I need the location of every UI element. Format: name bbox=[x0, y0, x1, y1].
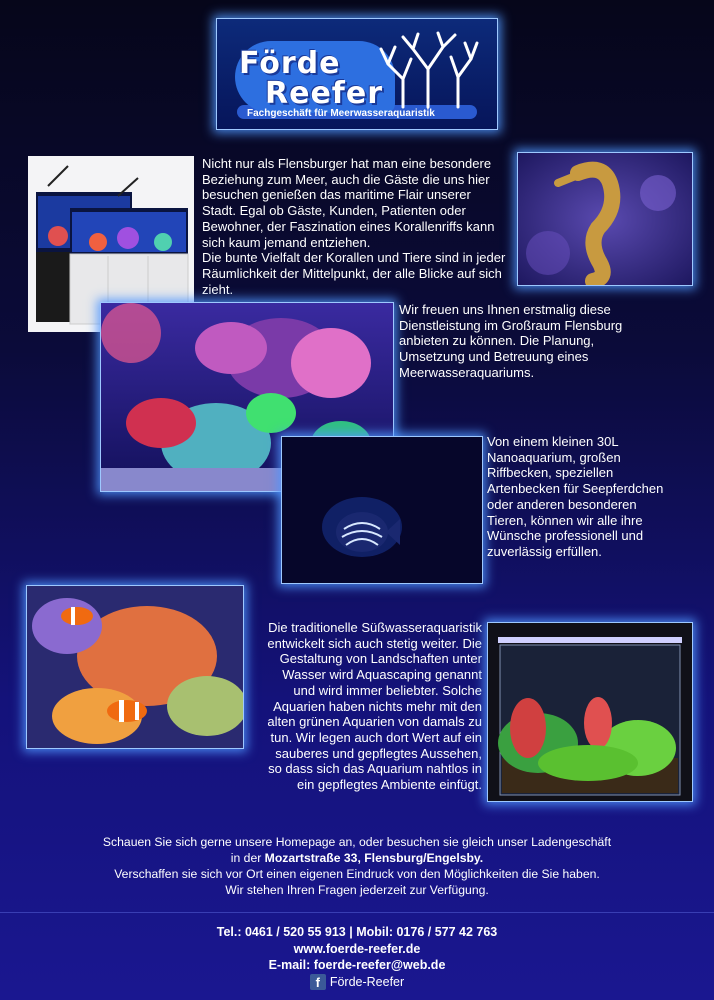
planted-aquarium-image bbox=[487, 622, 693, 802]
coral-icon bbox=[373, 29, 483, 109]
facebook-label: Förde-Reefer bbox=[329, 974, 405, 989]
clownfish-image bbox=[26, 585, 244, 749]
website-link[interactable]: www.foerde-reefer.de bbox=[293, 941, 421, 956]
logo-title bbox=[239, 46, 383, 111]
intro-paragraph bbox=[202, 156, 507, 297]
visit-us-text bbox=[0, 834, 714, 898]
logo-title-line1: Förde bbox=[239, 46, 341, 81]
offer-paragraph: Von einem kleinen 30L Nanoaquarium, großen Riffbecken, speziellen Artenbecken für Seepferdchen oder anderen besonderen Tieren, können wir alle ihre Wünsche professionell und zuverlässig erfüllen. bbox=[487, 434, 664, 559]
intro-paragraph-part1: Nicht nur als Flensburger hat man eine besondere Beziehung zum Meer, auch die Gäste die uns hier besuchen genießen das maritime Flair unserer Stadt. Egal ob Gäste, Kunden, Patienten oder Bewohner, der Faszination eines Korallenriffs kann sich kaum jemand entziehen. bbox=[202, 156, 495, 250]
freshwater-paragraph: Die traditionelle Süßwasseraquaristik entwickelt sich auch stetig weiter. Die Gestaltung von Landschaften unter Wasser wird Aquascaping genannt und wird immer beliebter. Solche Aquarien haben nichts mehr mit den alten grünen Aquarien von damals zu tun. Wir legen auch dort Wert auf ein sauberes und gepflegtes Aussehen, so dass sich das Aquarium nahtlos in ein gepflegtes Ambiente einfügt. bbox=[267, 620, 482, 793]
visit-line4: Wir stehen Ihren Fragen jederzeit zur Verfügung. bbox=[225, 883, 489, 897]
email-link[interactable]: E-mail: foerde-reefer@web.de bbox=[268, 958, 446, 972]
logo-subtitle: Fachgeschäft für Meerwasseraquaristik bbox=[247, 108, 435, 119]
contact-block bbox=[0, 924, 714, 990]
store-address: Mozartstraße 33, Flensburg/Engelsby. bbox=[264, 851, 484, 865]
logo-title-line2: Reefer bbox=[265, 76, 383, 111]
visit-line1: Schauen Sie sich gerne unsere Homepage an, oder besuchen sie gleich unser Ladengeschäft bbox=[102, 835, 612, 849]
footer-divider bbox=[0, 912, 714, 913]
seahorse-image bbox=[517, 152, 693, 286]
angelfish-image bbox=[281, 436, 483, 584]
visit-line2-prefix: in der bbox=[230, 851, 265, 865]
visit-line2 bbox=[0, 850, 714, 866]
phone-numbers: Tel.: 0461 / 520 55 913 | Mobil: 0176 / 577 42 763 bbox=[216, 925, 498, 939]
logo bbox=[216, 18, 498, 130]
facebook-link[interactable] bbox=[0, 974, 714, 991]
service-paragraph: Wir freuen uns Ihnen erstmalig diese Dienstleistung im Großraum Flensburg anbieten zu können. Die Planung, Umsetzung und Betreuung eines Meerwasseraquariums. bbox=[399, 302, 623, 380]
visit-line3: Verschaffen sie sich vor Ort einen eigenen Eindruck von den Möglichkeiten die Sie haben. bbox=[114, 867, 600, 881]
facebook-icon: f bbox=[310, 974, 326, 990]
intro-paragraph-part2: Die bunte Vielfalt der Korallen und Tiere sind in jeder Räumlichkeit der Mittelpunkt, der alle Blicke auf sich zieht. bbox=[202, 250, 506, 297]
